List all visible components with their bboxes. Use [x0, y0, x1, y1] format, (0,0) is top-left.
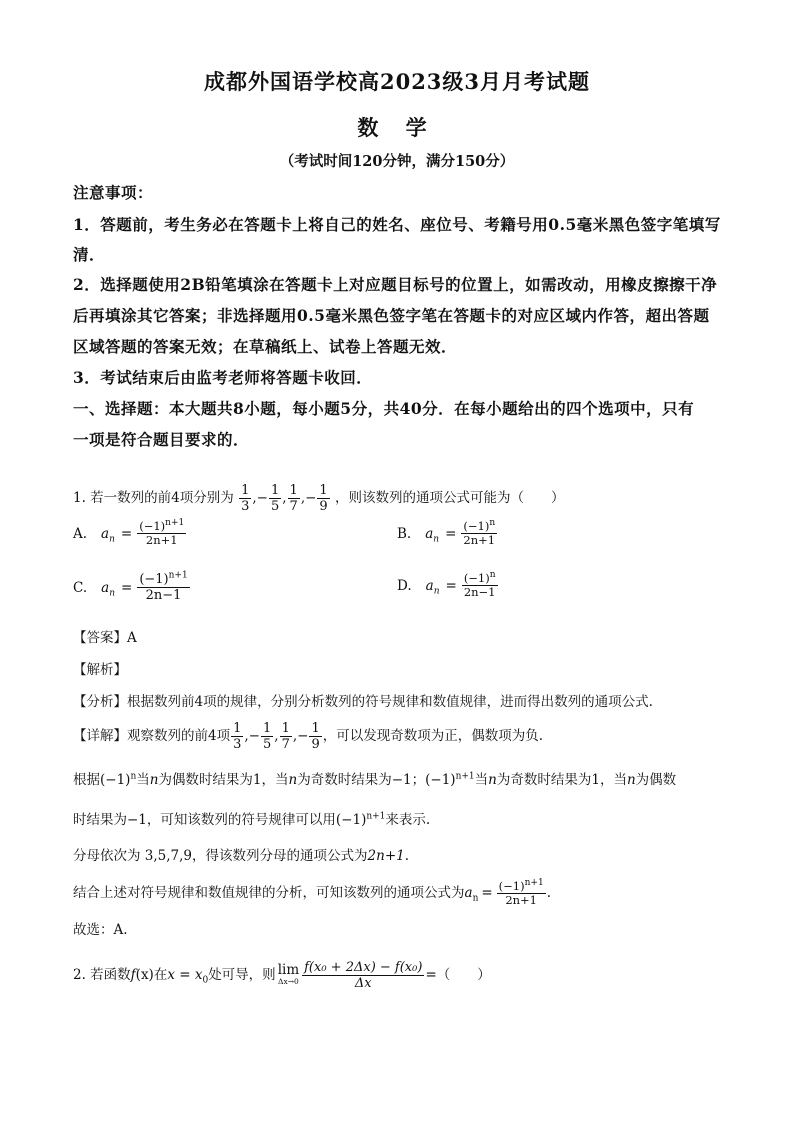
option-a[interactable]: A. $a_n$ = $\frac{(-1)^{n+1}}{2n+1}$ [73, 518, 185, 547]
question-1-stem: 1. 若一数列的前4项分别为 $\frac{1}{3}$ ,− $\frac{1}{5}$ , $\frac{1}{7}$ ,− $\frac{1}{9}$ ，则该数列的通项公式可能为（ ） [73, 483, 565, 514]
seq-term-2: $\frac{1}{5}$ [262, 721, 272, 752]
analysis-tag: 【解析】 [73, 662, 127, 678]
xiangjie-line: 【详解】观察数列的前4项 $\frac{1}{3}$ ,− $\frac{1}{5}$ , $\frac{1}{7}$ ,− $\frac{1}{9}$ ，可以发现奇数项为正，偶数项为负. [73, 721, 544, 752]
notice-item-1-line-2: 清． [73, 245, 106, 264]
section-1-line-1: 一、选择题：本大题共8小题，每小题5分，共40分．在每小题给出的四个选项中，只有 [73, 399, 695, 418]
question-1-stem-post: ，则该数列的通项公式可能为（ ） [335, 490, 565, 506]
option-d[interactable]: D. $a_n$ = $\frac{(-1)^n}{2n-1}$ [397, 570, 496, 599]
notice-item-1-line-1: 1．答题前，考生务必在答题卡上将自己的姓名、座位号、考籍号用0.5毫米黑色签字笔填写 [73, 215, 721, 234]
notice-heading: 注意事项： [73, 183, 154, 202]
option-b[interactable]: B. $a_n$ = $\frac{(-1)^n}{2n+1}$ [397, 518, 496, 547]
xiangjie-tag: 【详解】 [73, 728, 127, 744]
rule-line-1: 根据$(-1)^n$当n为偶数时结果为1，当n为奇数时结果为−1；$(-1)^{n+1}$当n为奇数时结果为1，当n为偶数 [73, 771, 677, 788]
exam-title: 成都外国语学校高2023级3月月考试题 [203, 69, 591, 94]
notice-item-2-line-3: 区域答题的答案无效；在草稿纸上、试卷上答题无效． [73, 337, 458, 356]
seq-term-4: $\frac{1}{9}$ [319, 483, 328, 514]
seq-term-3: $\frac{1}{7}$ [281, 721, 290, 752]
seq-term-2: $\frac{1}{5}$ [270, 483, 280, 514]
rule-line-2: 时结果为−1，可知该数列的符号规律可以用$(-1)^{n+1}$来表示. [73, 811, 431, 828]
question-2-stem: 2. 若函数f(x)在$x = x_0$处可导，则 lim Δx→0 $\frac{\text{f(x₀ + 2Δx) − f(x₀)}}{\Delta x}$ =（ ） [73, 960, 491, 991]
notice-item-2-line-1: 2．选择题使用2B铅笔填涂在答题卡上对应题目标号的位置上，如需改动，用橡皮擦擦干净 [73, 275, 718, 294]
conclusion-line: 结合上述对符号规律和数值规律的分析，可知该数列的通项公式为$a_n$ = $\frac{(-1)^{n+1}}{2n+1}$ . [73, 878, 551, 907]
answer-line [73, 628, 733, 648]
answer-tag: 【答案】 [73, 630, 127, 646]
answer-value: A [127, 630, 137, 646]
limit-symbol: lim Δx→0 [277, 961, 300, 986]
notice-item-3: 3．考试结束后由监考老师将答题卡收回． [73, 368, 373, 387]
seq-term-1: $\frac{1}{3}$ [241, 483, 250, 514]
section-1-line-2: 一项是符合题目要求的． [73, 430, 250, 449]
question-1-stem-pre: 1. 若一数列的前4项分别为 [73, 490, 234, 506]
seq-term-1: $\frac{1}{3}$ [233, 721, 242, 752]
seq-term-4: $\frac{1}{9}$ [311, 721, 320, 752]
fenxi-tag: 【分析】 [73, 694, 127, 710]
subject-title: 数 学 [357, 115, 437, 140]
derivative-fraction: $\frac{\text{f(x₀ + 2Δx) − f(x₀)}}{\Delta x}$ [304, 960, 423, 991]
choose-line: 故选：A. [73, 922, 128, 938]
seq-term-3: $\frac{1}{7}$ [289, 483, 298, 514]
exam-info: （考试时间120分钟，满分150分） [279, 153, 515, 170]
option-c[interactable]: C. $a_n$ = $\frac{(-1)^{n+1}}{2n-1}$ [73, 570, 188, 603]
fenxi-text: 根据数列前4项的规律，分别分析数列的符号规律和数值规律，进而得出数列的通项公式. [127, 694, 653, 710]
denominator-line: 分母依次为 3,5,7,9，得该数列分母的通项公式为2n+1. [73, 848, 410, 864]
fenxi-line [73, 692, 733, 712]
notice-item-2-line-2: 后再填涂其它答案；非选择题用0.5毫米黑色签字笔在答题卡的对应区域内作答，超出答题 [73, 306, 710, 325]
